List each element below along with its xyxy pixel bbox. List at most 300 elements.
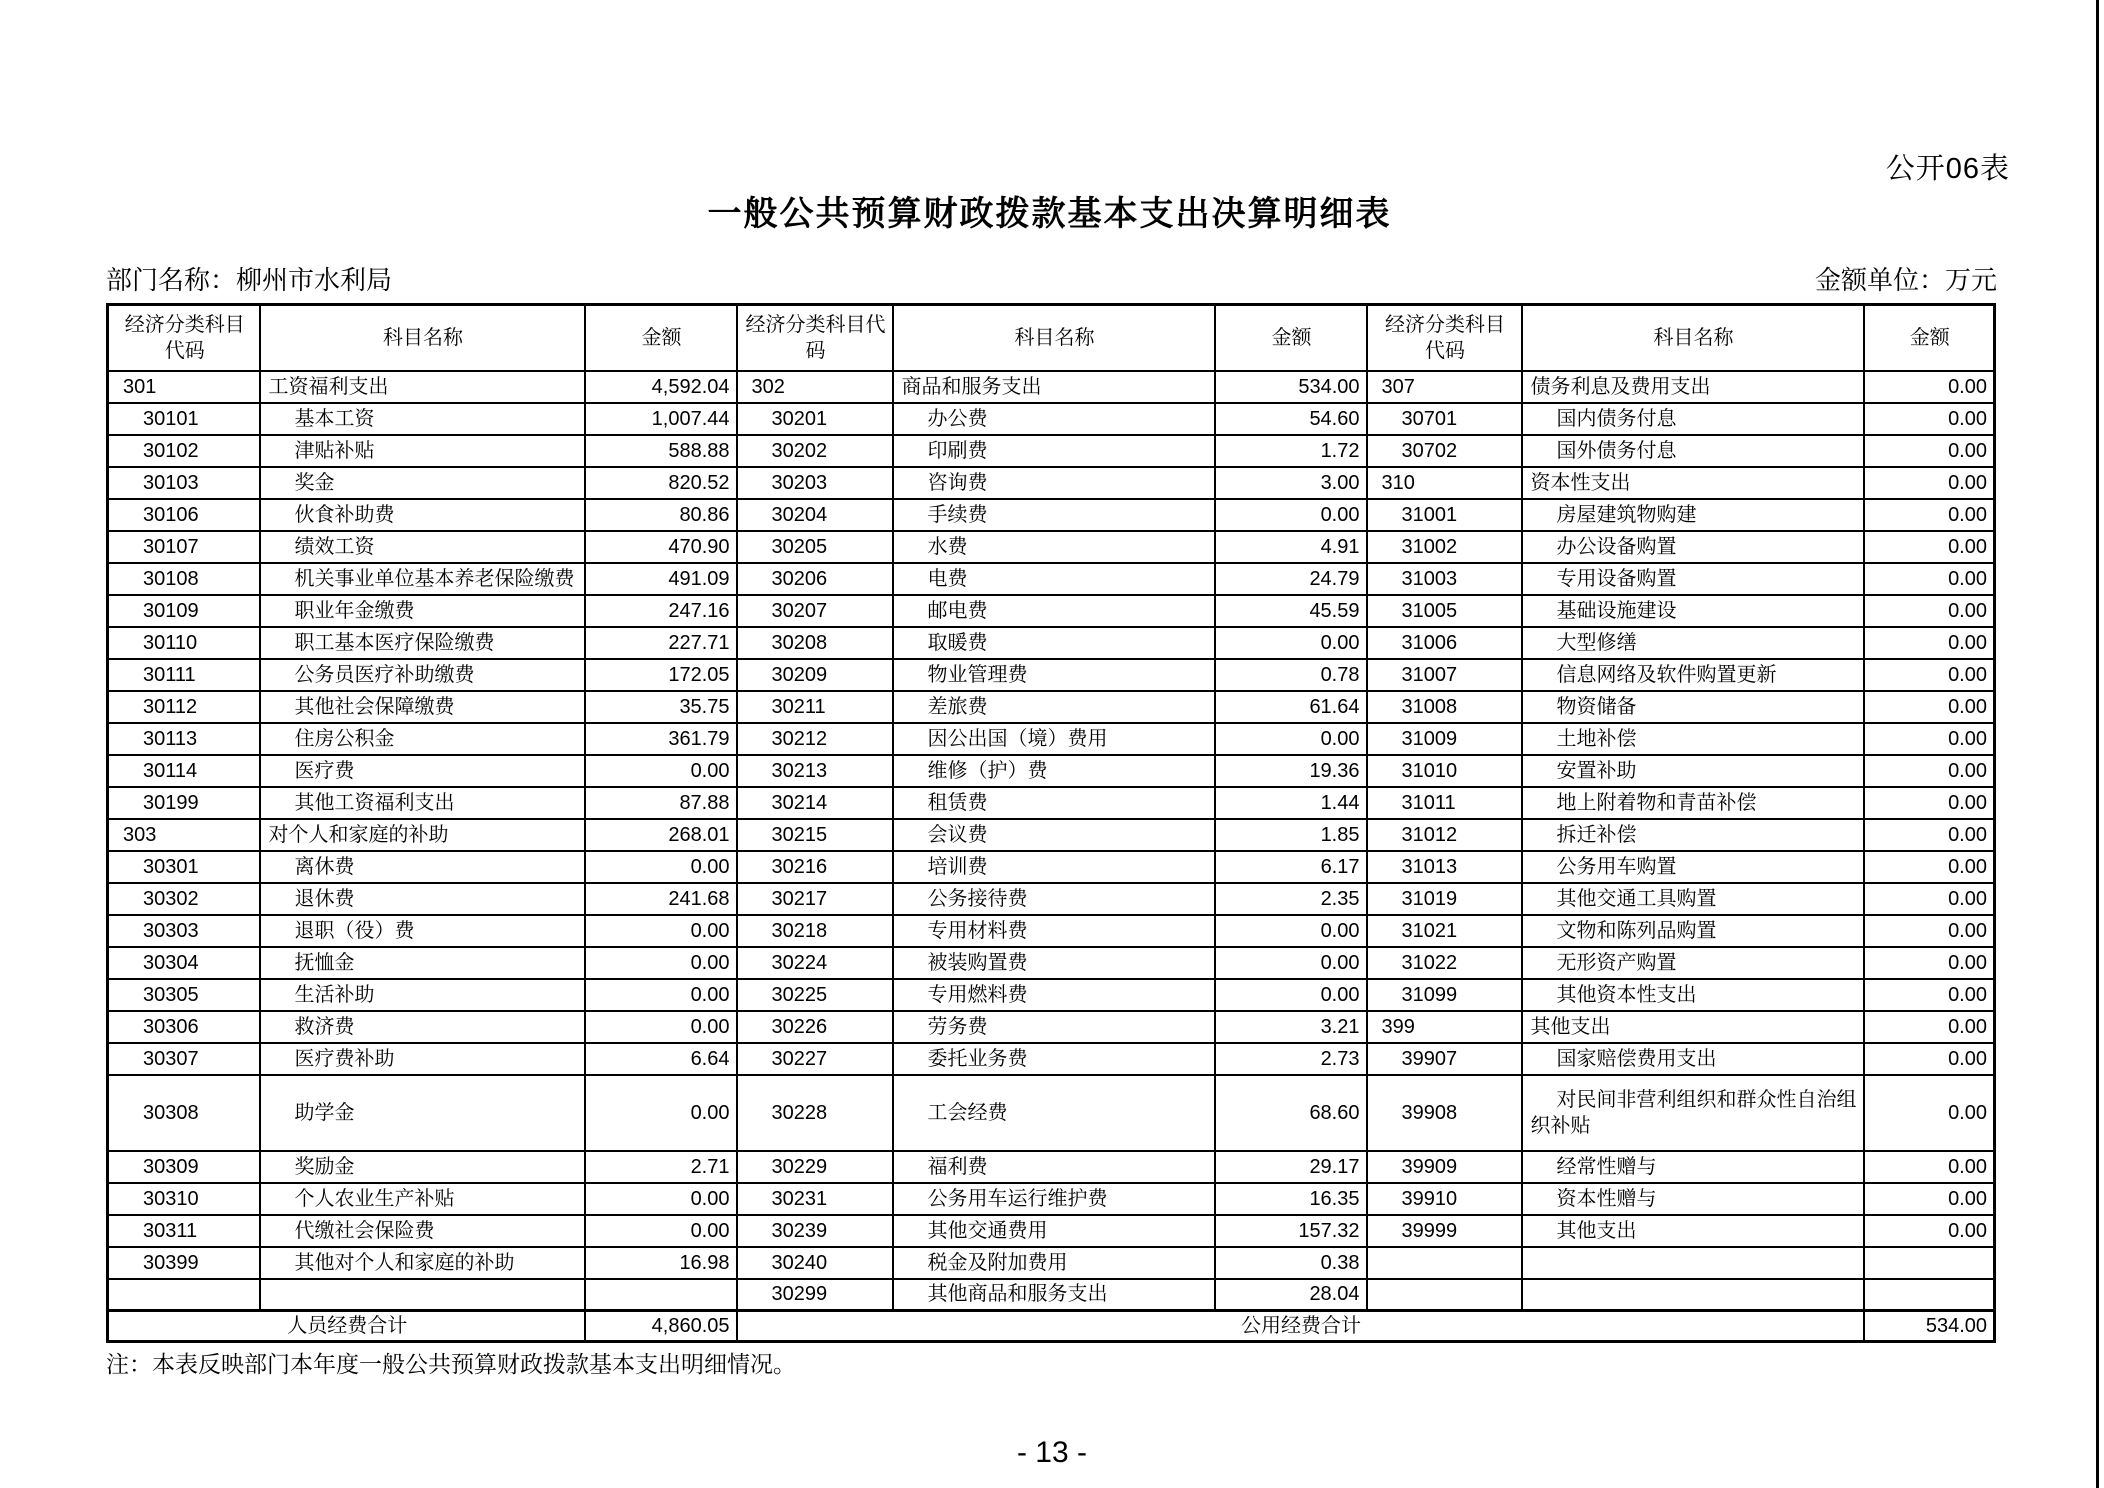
header-amount: 金额 [1864, 305, 1995, 371]
name-cell: 奖励金 [260, 1151, 585, 1183]
name-cell: 绩效工资 [260, 531, 585, 563]
name-cell: 拆迁补偿 [1522, 819, 1864, 851]
amount-cell: 0.00 [1215, 915, 1367, 947]
table-row [108, 563, 1995, 595]
name-cell: 住房公积金 [260, 723, 585, 755]
code-cell: 31099 [1367, 979, 1522, 1011]
form-tag: 公开06表 [1885, 153, 2010, 185]
code-cell: 30228 [737, 1075, 893, 1151]
name-cell: 国家赔偿费用支出 [1522, 1043, 1864, 1075]
table-row [108, 883, 1995, 915]
name-cell: 代缴社会保险费 [260, 1215, 585, 1247]
code-cell: 399 [1367, 1011, 1522, 1043]
code-cell: 30310 [108, 1183, 260, 1215]
page-edge-line [2096, 0, 2099, 1488]
amount-cell: 491.09 [585, 563, 737, 595]
name-cell: 医疗费补助 [260, 1043, 585, 1075]
table-row [108, 531, 1995, 563]
name-cell: 经常性赠与 [1522, 1151, 1864, 1183]
code-cell: 30103 [108, 467, 260, 499]
amount-cell: 0.00 [1864, 851, 1995, 883]
amount-cell: 35.75 [585, 691, 737, 723]
code-cell: 39909 [1367, 1151, 1522, 1183]
code-cell: 39908 [1367, 1075, 1522, 1151]
name-cell: 房屋建筑物购建 [1522, 499, 1864, 531]
amount-cell: 172.05 [585, 659, 737, 691]
name-cell: 办公设备购置 [1522, 531, 1864, 563]
amount-cell [1864, 1247, 1995, 1279]
code-cell: 30702 [1367, 435, 1522, 467]
code-cell: 30204 [737, 499, 893, 531]
amount-cell: 1.44 [1215, 787, 1367, 819]
code-cell: 310 [1367, 467, 1522, 499]
amount-cell: 227.71 [585, 627, 737, 659]
amount-cell: 0.00 [585, 1011, 737, 1043]
amount-cell: 4,592.04 [585, 371, 737, 403]
amount-cell: 0.00 [1215, 947, 1367, 979]
code-cell: 30306 [108, 1011, 260, 1043]
header-code: 经济分类科目代码 [108, 305, 260, 371]
code-cell: 30299 [737, 1279, 893, 1311]
header-amount: 金额 [1215, 305, 1367, 371]
code-cell: 30217 [737, 883, 893, 915]
code-cell: 31009 [1367, 723, 1522, 755]
code-cell: 30111 [108, 659, 260, 691]
name-cell: 土地补偿 [1522, 723, 1864, 755]
name-cell: 工会经费 [893, 1075, 1215, 1151]
public-total-label: 公用经费合计 [737, 1311, 1864, 1342]
code-cell: 39907 [1367, 1043, 1522, 1075]
table-row [108, 1043, 1995, 1075]
page-number: - 13 - [1016, 1436, 1088, 1469]
table-row [108, 627, 1995, 659]
name-cell: 对个人和家庭的补助 [260, 819, 585, 851]
name-cell: 个人农业生产补贴 [260, 1183, 585, 1215]
amount-cell: 16.35 [1215, 1183, 1367, 1215]
amount-cell: 54.60 [1215, 403, 1367, 435]
code-cell: 30226 [737, 1011, 893, 1043]
amount-cell: 0.00 [1864, 979, 1995, 1011]
name-cell: 会议费 [893, 819, 1215, 851]
code-cell: 30304 [108, 947, 260, 979]
code-cell: 30206 [737, 563, 893, 595]
table-row [108, 499, 1995, 531]
name-cell: 物业管理费 [893, 659, 1215, 691]
table-row [108, 371, 1995, 403]
name-cell: 无形资产购置 [1522, 947, 1864, 979]
name-cell: 医疗费 [260, 755, 585, 787]
code-cell: 30224 [737, 947, 893, 979]
table-row [108, 915, 1995, 947]
amount-cell: 0.00 [1215, 979, 1367, 1011]
code-cell: 31003 [1367, 563, 1522, 595]
table-row [108, 691, 1995, 723]
amount-cell: 247.16 [585, 595, 737, 627]
code-cell: 31011 [1367, 787, 1522, 819]
amount-cell: 0.00 [1864, 1075, 1995, 1151]
name-cell: 助学金 [260, 1075, 585, 1151]
name-cell: 基础设施建设 [1522, 595, 1864, 627]
name-cell: 生活补助 [260, 979, 585, 1011]
name-cell: 职业年金缴费 [260, 595, 585, 627]
table-row [108, 1215, 1995, 1247]
amount-cell: 45.59 [1215, 595, 1367, 627]
code-cell: 30212 [737, 723, 893, 755]
name-cell: 资本性支出 [1522, 467, 1864, 499]
amount-cell: 2.73 [1215, 1043, 1367, 1075]
table-row [108, 787, 1995, 819]
code-cell: 30211 [737, 691, 893, 723]
name-cell: 其他对个人和家庭的补助 [260, 1247, 585, 1279]
amount-cell: 2.71 [585, 1151, 737, 1183]
amount-cell: 19.36 [1215, 755, 1367, 787]
name-cell: 电费 [893, 563, 1215, 595]
amount-cell: 157.32 [1215, 1215, 1367, 1247]
name-cell: 维修（护）费 [893, 755, 1215, 787]
code-cell: 30214 [737, 787, 893, 819]
name-cell: 津贴补贴 [260, 435, 585, 467]
name-cell: 公务员医疗补助缴费 [260, 659, 585, 691]
name-cell: 办公费 [893, 403, 1215, 435]
code-cell [108, 1279, 260, 1311]
amount-cell: 0.00 [1864, 595, 1995, 627]
name-cell: 国内债务付息 [1522, 403, 1864, 435]
amount-cell: 29.17 [1215, 1151, 1367, 1183]
header-name: 科目名称 [260, 305, 585, 371]
table-row [108, 1183, 1995, 1215]
table-row [108, 979, 1995, 1011]
amount-cell: 0.00 [585, 1215, 737, 1247]
amount-cell: 0.00 [1864, 563, 1995, 595]
name-cell: 奖金 [260, 467, 585, 499]
name-cell: 福利费 [893, 1151, 1215, 1183]
amount-cell: 0.00 [1864, 883, 1995, 915]
name-cell: 因公出国（境）费用 [893, 723, 1215, 755]
header-name: 科目名称 [1522, 305, 1864, 371]
code-cell: 30301 [108, 851, 260, 883]
header-name: 科目名称 [893, 305, 1215, 371]
code-cell: 30215 [737, 819, 893, 851]
header-amount: 金额 [585, 305, 737, 371]
amount-cell: 1.85 [1215, 819, 1367, 851]
code-cell: 30302 [108, 883, 260, 915]
table-row [108, 819, 1995, 851]
code-cell: 31021 [1367, 915, 1522, 947]
table-row [108, 947, 1995, 979]
header-code: 经济分类科目代码 [737, 305, 893, 371]
budget-table [106, 303, 1996, 1343]
amount-cell: 361.79 [585, 723, 737, 755]
name-cell [1522, 1247, 1864, 1279]
name-cell: 其他工资福利支出 [260, 787, 585, 819]
name-cell: 取暖费 [893, 627, 1215, 659]
amount-cell: 241.68 [585, 883, 737, 915]
amount-cell: 0.00 [1864, 403, 1995, 435]
amount-cell: 470.90 [585, 531, 737, 563]
amount-cell: 6.64 [585, 1043, 737, 1075]
code-cell: 30239 [737, 1215, 893, 1247]
name-cell: 机关事业单位基本养老保险缴费 [260, 563, 585, 595]
amount-cell: 6.17 [1215, 851, 1367, 883]
code-cell: 30101 [108, 403, 260, 435]
code-cell: 30213 [737, 755, 893, 787]
name-cell: 商品和服务支出 [893, 371, 1215, 403]
table-row [108, 723, 1995, 755]
name-cell: 租赁费 [893, 787, 1215, 819]
name-cell: 咨询费 [893, 467, 1215, 499]
code-cell: 31005 [1367, 595, 1522, 627]
code-cell: 31022 [1367, 947, 1522, 979]
name-cell: 其他支出 [1522, 1011, 1864, 1043]
code-cell [1367, 1279, 1522, 1311]
amount-cell: 0.00 [585, 979, 737, 1011]
name-cell: 公务用车购置 [1522, 851, 1864, 883]
table-row [108, 1011, 1995, 1043]
name-cell: 差旅费 [893, 691, 1215, 723]
amount-cell: 268.01 [585, 819, 737, 851]
amount-cell: 0.00 [1864, 531, 1995, 563]
name-cell: 被装购置费 [893, 947, 1215, 979]
amount-cell: 3.21 [1215, 1011, 1367, 1043]
table-row [108, 435, 1995, 467]
code-cell: 30112 [108, 691, 260, 723]
code-cell: 30207 [737, 595, 893, 627]
public-total-amount: 534.00 [1864, 1311, 1995, 1342]
table-row [108, 467, 1995, 499]
code-cell: 31007 [1367, 659, 1522, 691]
code-cell: 30199 [108, 787, 260, 819]
amount-unit: 金额单位：万元 [1814, 265, 1997, 295]
name-cell: 基本工资 [260, 403, 585, 435]
amount-cell: 1.72 [1215, 435, 1367, 467]
amount-cell: 61.64 [1215, 691, 1367, 723]
name-cell: 水费 [893, 531, 1215, 563]
code-cell: 30216 [737, 851, 893, 883]
code-cell: 30305 [108, 979, 260, 1011]
name-cell: 物资储备 [1522, 691, 1864, 723]
code-cell: 30208 [737, 627, 893, 659]
code-cell: 30107 [108, 531, 260, 563]
table-row [108, 595, 1995, 627]
table-row [108, 403, 1995, 435]
name-cell: 劳务费 [893, 1011, 1215, 1043]
code-cell: 31019 [1367, 883, 1522, 915]
name-cell: 税金及附加费用 [893, 1247, 1215, 1279]
name-cell: 大型修缮 [1522, 627, 1864, 659]
page-title: 一般公共预算财政拨款基本支出决算明细表 [707, 195, 1392, 233]
code-cell: 30201 [737, 403, 893, 435]
table-header-row [108, 305, 1995, 371]
amount-cell: 0.00 [1864, 1011, 1995, 1043]
amount-cell: 16.98 [585, 1247, 737, 1279]
code-cell: 30102 [108, 435, 260, 467]
code-cell: 30399 [108, 1247, 260, 1279]
amount-cell: 4.91 [1215, 531, 1367, 563]
header-code: 经济分类科目代码 [1367, 305, 1522, 371]
name-cell: 专用设备购置 [1522, 563, 1864, 595]
table-row [108, 755, 1995, 787]
amount-cell: 534.00 [1215, 371, 1367, 403]
amount-cell: 0.00 [585, 1075, 737, 1151]
table-row [108, 1247, 1995, 1279]
code-cell: 302 [737, 371, 893, 403]
code-cell: 30203 [737, 467, 893, 499]
code-cell: 30205 [737, 531, 893, 563]
name-cell: 委托业务费 [893, 1043, 1215, 1075]
amount-cell: 0.00 [1864, 435, 1995, 467]
code-cell: 30227 [737, 1043, 893, 1075]
amount-cell: 28.04 [1215, 1279, 1367, 1311]
name-cell: 职工基本医疗保险缴费 [260, 627, 585, 659]
code-cell: 30106 [108, 499, 260, 531]
code-cell: 30307 [108, 1043, 260, 1075]
code-cell: 30110 [108, 627, 260, 659]
amount-cell [1864, 1279, 1995, 1311]
amount-cell: 0.00 [1864, 1043, 1995, 1075]
name-cell: 专用燃料费 [893, 979, 1215, 1011]
amount-cell: 2.35 [1215, 883, 1367, 915]
code-cell: 30109 [108, 595, 260, 627]
name-cell: 培训费 [893, 851, 1215, 883]
amount-cell: 0.00 [1864, 819, 1995, 851]
amount-cell: 0.00 [1864, 723, 1995, 755]
name-cell [260, 1279, 585, 1311]
name-cell: 印刷费 [893, 435, 1215, 467]
amount-cell: 0.00 [1864, 1215, 1995, 1247]
amount-cell: 80.86 [585, 499, 737, 531]
code-cell: 30308 [108, 1075, 260, 1151]
code-cell: 30311 [108, 1215, 260, 1247]
amount-cell: 0.00 [1864, 371, 1995, 403]
code-cell: 30225 [737, 979, 893, 1011]
code-cell: 30303 [108, 915, 260, 947]
personnel-total-amount: 4,860.05 [585, 1311, 737, 1342]
name-cell: 其他交通费用 [893, 1215, 1215, 1247]
name-cell: 救济费 [260, 1011, 585, 1043]
amount-cell: 0.00 [585, 947, 737, 979]
code-cell: 39999 [1367, 1215, 1522, 1247]
code-cell: 31010 [1367, 755, 1522, 787]
code-cell: 39910 [1367, 1183, 1522, 1215]
amount-cell: 3.00 [1215, 467, 1367, 499]
amount-cell: 0.00 [1864, 467, 1995, 499]
name-cell: 离休费 [260, 851, 585, 883]
code-cell: 30701 [1367, 403, 1522, 435]
table-note: 注：本表反映部门本年度一般公共预算财政拨款基本支出明细情况。 [106, 1351, 796, 1377]
code-cell: 31012 [1367, 819, 1522, 851]
table-row [108, 1279, 1995, 1311]
name-cell: 信息网络及软件购置更新 [1522, 659, 1864, 691]
code-cell: 301 [108, 371, 260, 403]
amount-cell: 24.79 [1215, 563, 1367, 595]
name-cell: 资本性赠与 [1522, 1183, 1864, 1215]
code-cell: 31008 [1367, 691, 1522, 723]
table-row [108, 851, 1995, 883]
name-cell: 公务用车运行维护费 [893, 1183, 1215, 1215]
department-name: 部门名称：柳州市水利局 [106, 265, 393, 295]
code-cell: 30114 [108, 755, 260, 787]
name-cell: 退休费 [260, 883, 585, 915]
name-cell: 抚恤金 [260, 947, 585, 979]
code-cell: 30209 [737, 659, 893, 691]
table-footer-row [108, 1311, 1995, 1342]
personnel-total-label: 人员经费合计 [108, 1311, 585, 1342]
name-cell: 伙食补助费 [260, 499, 585, 531]
amount-cell: 0.00 [1864, 755, 1995, 787]
amount-cell: 588.88 [585, 435, 737, 467]
name-cell [1522, 1279, 1864, 1311]
amount-cell: 0.00 [1864, 1151, 1995, 1183]
code-cell: 30113 [108, 723, 260, 755]
name-cell: 安置补助 [1522, 755, 1864, 787]
amount-cell: 0.00 [585, 915, 737, 947]
name-cell: 其他交通工具购置 [1522, 883, 1864, 915]
amount-cell: 0.00 [1215, 499, 1367, 531]
amount-cell: 0.00 [1864, 1183, 1995, 1215]
code-cell: 307 [1367, 371, 1522, 403]
name-cell: 专用材料费 [893, 915, 1215, 947]
code-cell: 31013 [1367, 851, 1522, 883]
name-cell: 地上附着物和青苗补偿 [1522, 787, 1864, 819]
table-row [108, 1075, 1995, 1151]
name-cell: 手续费 [893, 499, 1215, 531]
code-cell: 30218 [737, 915, 893, 947]
amount-cell: 0.38 [1215, 1247, 1367, 1279]
code-cell: 303 [108, 819, 260, 851]
name-cell: 其他支出 [1522, 1215, 1864, 1247]
amount-cell: 0.00 [585, 1183, 737, 1215]
code-cell: 31006 [1367, 627, 1522, 659]
code-cell [1367, 1247, 1522, 1279]
amount-cell: 68.60 [1215, 1075, 1367, 1151]
code-cell: 30231 [737, 1183, 893, 1215]
name-cell: 工资福利支出 [260, 371, 585, 403]
amount-cell: 0.00 [1864, 659, 1995, 691]
name-cell: 退职（役）费 [260, 915, 585, 947]
name-cell: 债务利息及费用支出 [1522, 371, 1864, 403]
name-cell: 国外债务付息 [1522, 435, 1864, 467]
amount-cell: 0.00 [1215, 723, 1367, 755]
amount-cell: 820.52 [585, 467, 737, 499]
amount-cell: 0.00 [1864, 787, 1995, 819]
amount-cell: 0.00 [1864, 627, 1995, 659]
code-cell: 31001 [1367, 499, 1522, 531]
amount-cell: 0.00 [1215, 627, 1367, 659]
name-cell: 邮电费 [893, 595, 1215, 627]
amount-cell: 0.78 [1215, 659, 1367, 691]
amount-cell: 0.00 [585, 755, 737, 787]
amount-cell [585, 1279, 737, 1311]
amount-cell: 0.00 [1864, 691, 1995, 723]
amount-cell: 1,007.44 [585, 403, 737, 435]
table-row [108, 659, 1995, 691]
amount-cell: 87.88 [585, 787, 737, 819]
amount-cell: 0.00 [1864, 499, 1995, 531]
table-row [108, 1151, 1995, 1183]
name-cell: 文物和陈列品购置 [1522, 915, 1864, 947]
name-cell: 公务接待费 [893, 883, 1215, 915]
name-cell: 其他商品和服务支出 [893, 1279, 1215, 1311]
code-cell: 30108 [108, 563, 260, 595]
code-cell: 30202 [737, 435, 893, 467]
code-cell: 31002 [1367, 531, 1522, 563]
amount-cell: 0.00 [1864, 947, 1995, 979]
code-cell: 30229 [737, 1151, 893, 1183]
code-cell: 30240 [737, 1247, 893, 1279]
amount-cell: 0.00 [585, 851, 737, 883]
name-cell: 其他资本性支出 [1522, 979, 1864, 1011]
code-cell: 30309 [108, 1151, 260, 1183]
